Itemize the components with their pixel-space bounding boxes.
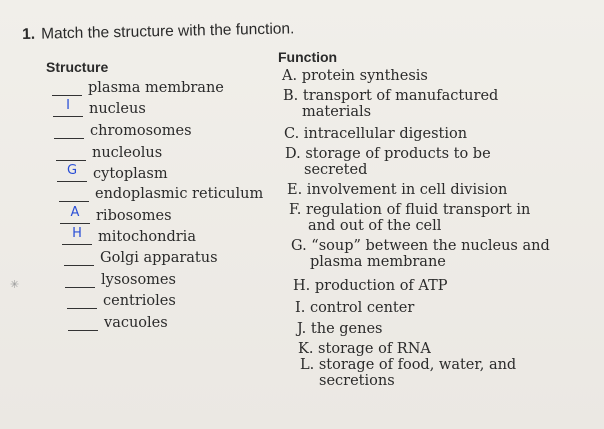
- structure-column-header: Structure: [46, 59, 109, 75]
- structure-name: plasma membrane: [88, 80, 224, 96]
- structure-name: vacuoles: [104, 315, 168, 331]
- function-item: [300, 357, 516, 389]
- function-text-continued: secretions: [319, 373, 395, 389]
- structure-name: centrioles: [103, 293, 176, 309]
- structure-name: lysosomes: [101, 272, 176, 288]
- answer-blank[interactable]: [59, 183, 89, 202]
- function-text-continued: and out of the cell: [308, 218, 442, 234]
- structure-row: [57, 162, 168, 182]
- answer-blank[interactable]: [52, 77, 82, 96]
- structure-name: cytoplasm: [93, 166, 168, 182]
- function-item: [289, 202, 530, 234]
- function-item: [283, 88, 498, 120]
- structure-row: [52, 76, 224, 96]
- question-heading: [22, 20, 295, 44]
- answer-blank[interactable]: [68, 312, 98, 331]
- structure-row: [67, 289, 176, 309]
- function-item: [282, 68, 428, 84]
- structure-name: nucleus: [89, 101, 146, 117]
- function-text: B. transport of manufactured: [283, 88, 499, 104]
- function-text: L. storage of food, water, and: [300, 357, 517, 373]
- function-item: [291, 238, 550, 270]
- function-text: C. intracellular digestion: [284, 126, 468, 142]
- question-number: 1.: [22, 25, 36, 43]
- answer-blank[interactable]: [54, 120, 84, 139]
- structure-name: endoplasmic reticulum: [95, 186, 264, 202]
- structure-row: [54, 119, 192, 139]
- answer-blank[interactable]: [65, 269, 95, 288]
- structure-row: [56, 141, 162, 161]
- answer-blank[interactable]: [64, 247, 94, 266]
- structure-row: [62, 225, 196, 245]
- function-text: J. the genes: [297, 321, 383, 337]
- function-item: [298, 341, 431, 357]
- function-text: E. involvement in cell division: [287, 182, 508, 198]
- function-item: [295, 300, 414, 316]
- function-item: [287, 182, 507, 198]
- function-text: H. production of ATP: [293, 278, 448, 294]
- function-text: K. storage of RNA: [298, 341, 431, 357]
- answer-blank[interactable]: G: [57, 163, 87, 182]
- answer-blank[interactable]: A: [60, 205, 90, 224]
- function-item: [293, 278, 448, 294]
- structure-row: [60, 204, 172, 224]
- answer-blank[interactable]: [67, 290, 97, 309]
- function-item: [285, 146, 491, 178]
- structure-name: chromosomes: [90, 123, 192, 139]
- structure-name: ribosomes: [96, 208, 172, 224]
- margin-mark-icon: ✳: [10, 278, 20, 291]
- function-text-continued: materials: [302, 104, 372, 120]
- structure-name: nucleolus: [92, 145, 163, 161]
- structure-row: [65, 268, 176, 288]
- structure-row: [68, 311, 168, 331]
- function-text: G. “soup” between the nucleus and: [291, 238, 550, 254]
- function-item: [297, 321, 383, 337]
- function-text: D. storage of products to be: [285, 146, 491, 162]
- structure-name: Golgi apparatus: [100, 250, 218, 266]
- answer-blank[interactable]: [56, 142, 86, 161]
- function-item: [284, 126, 467, 142]
- structure-row: [53, 97, 146, 117]
- answer-blank[interactable]: I: [53, 98, 83, 117]
- answer-blank[interactable]: H: [62, 226, 92, 245]
- question-text: Match the structure with the function.: [40, 20, 295, 43]
- structure-row: [59, 182, 263, 202]
- function-text: A. protein synthesis: [282, 68, 428, 84]
- structure-row: [64, 246, 218, 266]
- function-text: I. control center: [295, 300, 415, 316]
- function-text-continued: plasma membrane: [310, 254, 446, 270]
- structure-name: mitochondria: [98, 229, 196, 245]
- function-column-header: Function: [278, 49, 338, 65]
- function-text-continued: secreted: [304, 162, 368, 178]
- function-text: F. regulation of fluid transport in: [289, 202, 531, 218]
